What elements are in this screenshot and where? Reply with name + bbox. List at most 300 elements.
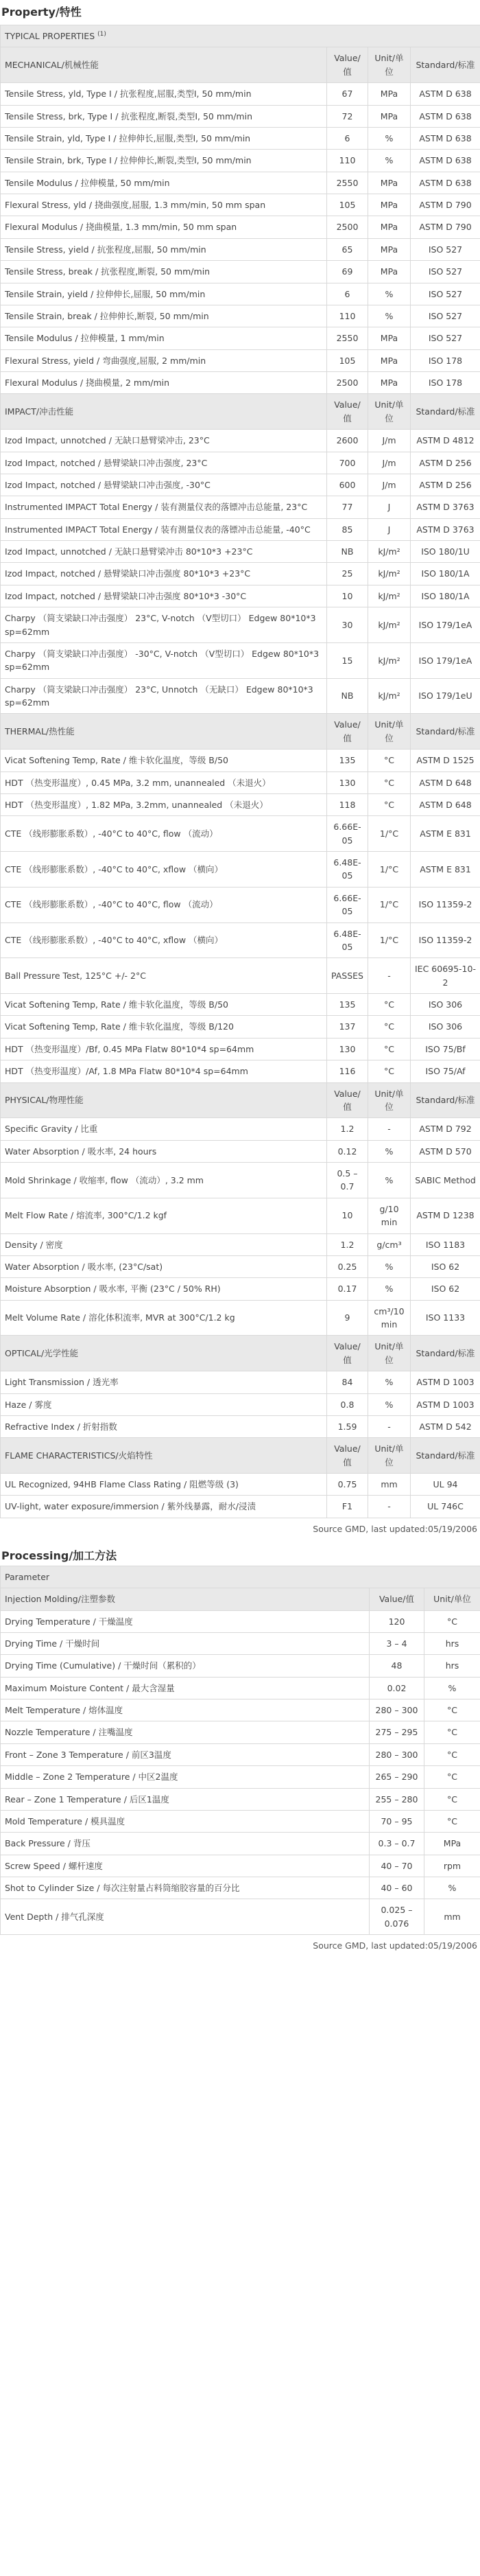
- value-header: Value/值: [370, 1588, 424, 1610]
- property-unit: -: [368, 1415, 411, 1437]
- property-unit: g/10 min: [368, 1198, 411, 1233]
- property-row: [1, 678, 480, 714]
- processing-unit: °C: [424, 1699, 480, 1721]
- property-row: [1, 923, 480, 958]
- property-name: HDT （热变形温度）/Af, 1.8 MPa Flatw 80*10*4 sp=64mm: [1, 1060, 327, 1082]
- property-value: 130: [327, 771, 368, 793]
- property-unit: 1/°C: [368, 887, 411, 923]
- property-value: PASSES: [327, 958, 368, 994]
- property-value: 2550: [327, 172, 368, 194]
- property-unit: kJ/m²: [368, 642, 411, 678]
- property-name: Haze / 雾度: [1, 1393, 327, 1415]
- property-name: Tensile Stress, break / 抗张程度,断裂, 50 mm/min: [1, 261, 327, 283]
- property-standard: ISO 527: [411, 238, 480, 260]
- processing-value: 280 – 300: [370, 1699, 424, 1721]
- property-value: 6.48E-05: [327, 852, 368, 887]
- property-value: 30: [327, 607, 368, 643]
- property-name: Ball Pressure Test, 125°C +/- 2°C: [1, 958, 327, 994]
- property-standard: ISO 1133: [411, 1300, 480, 1336]
- unit-header: Unit/单位: [368, 1082, 411, 1118]
- property-row: [1, 349, 480, 371]
- property-standard: ASTM D 648: [411, 771, 480, 793]
- processing-param-name: Back Pressure / 背压: [1, 1833, 370, 1855]
- property-value: 77: [327, 496, 368, 518]
- property-name: Tensile Strain, yield / 拉伸伸长,屈服, 50 mm/min: [1, 283, 327, 305]
- property-name: Melt Flow Rate / 熔流率, 300°C/1.2 kgf: [1, 1198, 327, 1233]
- processing-param-name: Drying Time (Cumulative) / 干燥时间（累积的）: [1, 1655, 370, 1677]
- property-row: [1, 518, 480, 540]
- processing-unit: °C: [424, 1743, 480, 1765]
- section-title: FLAME CHARACTERISTICS/火焰特性: [1, 1438, 327, 1474]
- processing-unit: hrs: [424, 1632, 480, 1654]
- property-unit: %: [368, 150, 411, 172]
- property-standard: ASTM E 831: [411, 816, 480, 852]
- property-row: [1, 1198, 480, 1233]
- processing-param-name: Melt Temperature / 熔体温度: [1, 1699, 370, 1721]
- property-unit: MPa: [368, 83, 411, 105]
- property-value: 118: [327, 793, 368, 815]
- processing-row: [1, 1855, 480, 1877]
- property-standard: ISO 527: [411, 261, 480, 283]
- property-row: [1, 1393, 480, 1415]
- property-unit: cm³/10 min: [368, 1300, 411, 1336]
- property-row: [1, 1278, 480, 1300]
- typical-properties-label: TYPICAL PROPERTIES $^{(1)}$: [1, 25, 480, 47]
- property-name: Specific Gravity / 比重: [1, 1118, 327, 1140]
- property-standard: ISO 180/1U: [411, 541, 480, 563]
- property-row: [1, 194, 480, 216]
- property-name: HDT （热变形温度）/Bf, 0.45 MPa Flatw 80*10*4 sp=64mm: [1, 1038, 327, 1060]
- processing-row: [1, 1766, 480, 1788]
- property-unit: g/cm³: [368, 1233, 411, 1255]
- value-header: Value/值: [327, 1336, 368, 1371]
- unit-header: Unit/单位: [368, 1336, 411, 1371]
- processing-table: [0, 1566, 480, 1935]
- property-row: [1, 958, 480, 994]
- property-value: 10: [327, 585, 368, 607]
- property-standard: ASTM D 638: [411, 150, 480, 172]
- property-row: [1, 793, 480, 815]
- property-unit: J/m: [368, 474, 411, 496]
- property-value: 110: [327, 150, 368, 172]
- property-name: Flexural Modulus / 挠曲模量, 2 mm/min: [1, 372, 327, 394]
- property-standard: ASTM D 1525: [411, 750, 480, 771]
- property-standard: ASTM D 790: [411, 194, 480, 216]
- property-unit: °C: [368, 1016, 411, 1038]
- property-unit: 1/°C: [368, 852, 411, 887]
- property-value: 6.66E-05: [327, 816, 368, 852]
- property-value: 105: [327, 349, 368, 371]
- property-value: 85: [327, 518, 368, 540]
- processing-value: 70 – 95: [370, 1810, 424, 1832]
- standard-header: Standard/标准: [411, 1082, 480, 1118]
- processing-row: [1, 1632, 480, 1654]
- property-value: 6: [327, 127, 368, 149]
- standard-header: Standard/标准: [411, 1438, 480, 1474]
- processing-unit: %: [424, 1677, 480, 1699]
- section-title: THERMAL/热性能: [1, 714, 327, 750]
- section-title: MECHANICAL/机械性能: [1, 47, 327, 83]
- property-value: 6: [327, 283, 368, 305]
- processing-unit: %: [424, 1877, 480, 1899]
- property-unit: %: [368, 283, 411, 305]
- property-unit: kJ/m²: [368, 541, 411, 563]
- property-value: F1: [327, 1496, 368, 1518]
- property-unit: kJ/m²: [368, 563, 411, 585]
- property-title: Property/特性: [1, 5, 82, 19]
- property-standard: ASTM D 1003: [411, 1393, 480, 1415]
- property-value: 84: [327, 1371, 368, 1393]
- parameter-row: [1, 1566, 480, 1588]
- property-row: [1, 1233, 480, 1255]
- property-name: Tensile Modulus / 拉伸模量, 50 mm/min: [1, 172, 327, 194]
- property-row: [1, 261, 480, 283]
- property-unit: mm: [368, 1474, 411, 1496]
- property-unit: °C: [368, 750, 411, 771]
- processing-row: [1, 1810, 480, 1832]
- property-name: HDT （热变形温度）, 0.45 MPa, 3.2 mm, unannealed （未退火）: [1, 771, 327, 793]
- property-value: 130: [327, 1038, 368, 1060]
- processing-row: [1, 1699, 480, 1721]
- unit-header: Unit/单位: [368, 1438, 411, 1474]
- processing-value: 3 – 4: [370, 1632, 424, 1654]
- section-title: OPTICAL/光学性能: [1, 1336, 327, 1371]
- property-name: Vicat Softening Temp, Rate / 维卡软化温度，等级 B/50: [1, 994, 327, 1016]
- processing-row: [1, 1877, 480, 1899]
- property-standard: ASTM D 3763: [411, 496, 480, 518]
- property-row: [1, 771, 480, 793]
- property-row: [1, 474, 480, 496]
- typical-properties-row: [1, 25, 480, 47]
- processing-param-name: Maximum Moisture Content / 最大含湿量: [1, 1677, 370, 1699]
- property-row: [1, 105, 480, 127]
- property-name: Charpy （简支梁缺口冲击强度） 23°C, V-notch （V型切口） Edgew 80*10*3 sp=62mm: [1, 607, 327, 643]
- property-name: Tensile Strain, yld, Type I / 拉伸伸长,屈服,类型I, 50 mm/min: [1, 127, 327, 149]
- property-row: [1, 816, 480, 852]
- processing-title: Processing/加工方法: [1, 1549, 117, 1563]
- property-row: [1, 216, 480, 238]
- property-row: [1, 327, 480, 349]
- property-value: 2500: [327, 216, 368, 238]
- processing-value: 120: [370, 1610, 424, 1632]
- property-name: Instrumented IMPACT Total Energy / 装有测量仪表的落镖冲击总能量, -40°C: [1, 518, 327, 540]
- property-row: [1, 150, 480, 172]
- property-unit: J: [368, 518, 411, 540]
- section-header-row: [1, 1082, 480, 1118]
- property-standard: ISO 62: [411, 1255, 480, 1277]
- property-row: [1, 750, 480, 771]
- property-row: [1, 541, 480, 563]
- processing-param-name: Drying Time / 干燥时间: [1, 1632, 370, 1654]
- property-row: [1, 496, 480, 518]
- processing-value: 265 – 290: [370, 1766, 424, 1788]
- property-value: 0.12: [327, 1140, 368, 1162]
- property-row: [1, 887, 480, 923]
- property-name: Izod Impact, notched / 悬臂梁缺口冲击强度 80*10*3 -30°C: [1, 585, 327, 607]
- processing-row: [1, 1721, 480, 1743]
- property-name: Tensile Strain, break / 拉伸伸长,断裂, 50 mm/min: [1, 305, 327, 327]
- property-value: 0.75: [327, 1474, 368, 1496]
- property-name: Water Absorption / 吸水率, 24 hours: [1, 1140, 327, 1162]
- property-standard: ISO 11359-2: [411, 923, 480, 958]
- property-row: [1, 607, 480, 643]
- processing-param-name: Shot to Cylinder Size / 每次注射量占料筒缩胶容量的百分比: [1, 1877, 370, 1899]
- property-standard: IEC 60695-10-2: [411, 958, 480, 994]
- processing-row: [1, 1610, 480, 1632]
- property-standard: ASTM D 4812: [411, 430, 480, 452]
- property-standard: ASTM D 3763: [411, 518, 480, 540]
- property-value: 0.17: [327, 1278, 368, 1300]
- processing-unit: °C: [424, 1721, 480, 1743]
- value-header: Value/值: [327, 1082, 368, 1118]
- property-unit: J: [368, 496, 411, 518]
- property-name: Izod Impact, notched / 悬臂梁缺口冲击强度, -30°C: [1, 474, 327, 496]
- property-unit: %: [368, 1255, 411, 1277]
- property-name: Izod Impact, unnotched / 无缺口悬臂梁冲击 80*10*3 +23°C: [1, 541, 327, 563]
- processing-unit: °C: [424, 1788, 480, 1810]
- parameter-label: Parameter: [1, 1566, 480, 1588]
- property-unit: °C: [368, 771, 411, 793]
- property-standard: ISO 306: [411, 1016, 480, 1038]
- standard-header: Standard/标准: [411, 714, 480, 750]
- property-value: 2500: [327, 372, 368, 394]
- property-unit: °C: [368, 994, 411, 1016]
- processing-header-row: [1, 1588, 480, 1610]
- processing-value: 48: [370, 1655, 424, 1677]
- property-name: UL Recognized, 94HB Flame Class Rating / 阻燃等级 (3): [1, 1474, 327, 1496]
- processing-row: [1, 1788, 480, 1810]
- processing-unit: °C: [424, 1810, 480, 1832]
- property-row: [1, 127, 480, 149]
- property-standard: ISO 75/Af: [411, 1060, 480, 1082]
- unit-header: Unit/单位: [368, 394, 411, 430]
- property-standard: ISO 11359-2: [411, 887, 480, 923]
- property-standard: ASTM D 792: [411, 1118, 480, 1140]
- property-unit: MPa: [368, 372, 411, 394]
- processing-unit: mm: [424, 1899, 480, 1935]
- property-unit: MPa: [368, 349, 411, 371]
- property-standard: ASTM D 542: [411, 1415, 480, 1437]
- property-unit: MPa: [368, 194, 411, 216]
- property-row: [1, 1496, 480, 1518]
- property-standard: ASTM D 638: [411, 127, 480, 149]
- processing-param-name: Front – Zone 3 Temperature / 前区3温度: [1, 1743, 370, 1765]
- property-unit: %: [368, 1371, 411, 1393]
- processing-value: 280 – 300: [370, 1743, 424, 1765]
- property-value: 700: [327, 452, 368, 474]
- property-standard: ISO 178: [411, 349, 480, 371]
- value-header: Value/值: [327, 394, 368, 430]
- property-standard: ASTM D 790: [411, 216, 480, 238]
- property-standard: ASTM D 638: [411, 172, 480, 194]
- property-value: 0.25: [327, 1255, 368, 1277]
- property-standard: ASTM D 570: [411, 1140, 480, 1162]
- processing-param-name: Rear – Zone 1 Temperature / 后区1温度: [1, 1788, 370, 1810]
- value-header: Value/值: [327, 47, 368, 83]
- processing-value: 0.025 – 0.076: [370, 1899, 424, 1935]
- property-unit: %: [368, 305, 411, 327]
- unit-header: Unit/单位: [368, 714, 411, 750]
- property-value: 2550: [327, 327, 368, 349]
- property-row: [1, 1060, 480, 1082]
- section-title: PHYSICAL/物理性能: [1, 1082, 327, 1118]
- property-name: Melt Volume Rate / 溶化体积流率, MVR at 300°C/1.2 kg: [1, 1300, 327, 1336]
- section-header-row: [1, 1438, 480, 1474]
- property-standard: ASTM D 256: [411, 474, 480, 496]
- property-name: Charpy （简支梁缺口冲击强度） 23°C, Unnotch （无缺口） Edgew 80*10*3 sp=62mm: [1, 678, 327, 714]
- property-standard: ASTM D 638: [411, 105, 480, 127]
- injection-molding-label: Injection Molding/注塑参数: [1, 1588, 370, 1610]
- processing-value: 255 – 280: [370, 1788, 424, 1810]
- property-standard: ISO 75/Bf: [411, 1038, 480, 1060]
- property-row: [1, 1163, 480, 1198]
- value-header: Value/值: [327, 1438, 368, 1474]
- processing-row: [1, 1743, 480, 1765]
- property-unit: °C: [368, 1060, 411, 1082]
- property-value: 105: [327, 194, 368, 216]
- processing-param-name: Middle – Zone 2 Temperature / 中区2温度: [1, 1766, 370, 1788]
- property-name: Light Transmission / 透光率: [1, 1371, 327, 1393]
- property-row: [1, 238, 480, 260]
- property-row: [1, 1118, 480, 1140]
- property-value: 137: [327, 1016, 368, 1038]
- property-value: 6.48E-05: [327, 923, 368, 958]
- property-name: Tensile Stress, yield / 抗张程度,屈服, 50 mm/min: [1, 238, 327, 260]
- property-unit: %: [368, 1393, 411, 1415]
- property-name: Tensile Stress, yld, Type I / 抗张程度,屈服,类型I, 50 mm/min: [1, 83, 327, 105]
- property-standard: ASTM D 256: [411, 452, 480, 474]
- property-row: [1, 430, 480, 452]
- property-unit: J/m: [368, 430, 411, 452]
- property-name: Vicat Softening Temp, Rate / 维卡软化温度，等级 B/120: [1, 1016, 327, 1038]
- property-value: 116: [327, 1060, 368, 1082]
- property-row: [1, 1371, 480, 1393]
- source-note: Source GMD, last updated:05/19/2006: [313, 1523, 477, 1534]
- processing-row: [1, 1833, 480, 1855]
- property-row: [1, 1016, 480, 1038]
- property-unit: kJ/m²: [368, 607, 411, 643]
- processing-unit: °C: [424, 1766, 480, 1788]
- section-header-row: [1, 394, 480, 430]
- property-standard: ASTM D 648: [411, 793, 480, 815]
- property-row: [1, 1140, 480, 1162]
- property-table: [0, 25, 480, 1518]
- property-unit: MPa: [368, 172, 411, 194]
- property-value: 9: [327, 1300, 368, 1336]
- processing-value: 0.3 – 0.7: [370, 1833, 424, 1855]
- property-name: Flexural Modulus / 挠曲模量, 1.3 mm/min, 50 mm span: [1, 216, 327, 238]
- processing-value: 275 – 295: [370, 1721, 424, 1743]
- property-value: 15: [327, 642, 368, 678]
- property-standard: ASTM D 638: [411, 83, 480, 105]
- property-row: [1, 852, 480, 887]
- property-value: NB: [327, 678, 368, 714]
- property-value: 135: [327, 750, 368, 771]
- property-name: Mold Shrinkage / 收缩率, flow （流动）, 3.2 mm: [1, 1163, 327, 1198]
- property-standard: ISO 62: [411, 1278, 480, 1300]
- property-value: 6.66E-05: [327, 887, 368, 923]
- property-name: CTE （线形膨胀系数）, -40°C to 40°C, flow （流动）: [1, 816, 327, 852]
- property-name: Izod Impact, notched / 悬臂梁缺口冲击强度 80*10*3 +23°C: [1, 563, 327, 585]
- property-name: Moisture Absorption / 吸水率, 平衡 (23°C / 50% RH): [1, 1278, 327, 1300]
- processing-param-name: Drying Temperature / 干燥温度: [1, 1610, 370, 1632]
- processing-row: [1, 1677, 480, 1699]
- property-standard: ISO 180/1A: [411, 563, 480, 585]
- processing-value: 40 – 60: [370, 1877, 424, 1899]
- property-unit: %: [368, 127, 411, 149]
- property-unit: %: [368, 1278, 411, 1300]
- processing-param-name: Nozzle Temperature / 注嘴温度: [1, 1721, 370, 1743]
- property-standard: ISO 179/1eU: [411, 678, 480, 714]
- unit-header: Unit/单位: [424, 1588, 480, 1610]
- property-unit: kJ/m²: [368, 678, 411, 714]
- property-row: [1, 1474, 480, 1496]
- value-header: Value/值: [327, 714, 368, 750]
- property-standard: ISO 527: [411, 327, 480, 349]
- property-unit: °C: [368, 1038, 411, 1060]
- property-name: CTE （线形膨胀系数）, -40°C to 40°C, flow （流动）: [1, 887, 327, 923]
- property-unit: %: [368, 1140, 411, 1162]
- processing-unit: MPa: [424, 1833, 480, 1855]
- property-name: UV-light, water exposure/immersion / 紫外线暴露，耐水/浸渍: [1, 1496, 327, 1518]
- processing-value: 0.02: [370, 1677, 424, 1699]
- property-name: Refractive Index / 折射指数: [1, 1415, 327, 1437]
- processing-unit: °C: [424, 1610, 480, 1632]
- property-unit: J/m: [368, 452, 411, 474]
- property-row: [1, 83, 480, 105]
- section-header-row: [1, 1336, 480, 1371]
- property-standard: ISO 179/1eA: [411, 642, 480, 678]
- property-unit: 1/°C: [368, 923, 411, 958]
- property-unit: kJ/m²: [368, 585, 411, 607]
- property-row: [1, 585, 480, 607]
- property-value: 1.59: [327, 1415, 368, 1437]
- section-header-row: [1, 47, 480, 83]
- property-unit: MPa: [368, 238, 411, 260]
- unit-header: Unit/单位: [368, 47, 411, 83]
- property-row: [1, 172, 480, 194]
- property-standard: UL 746C: [411, 1496, 480, 1518]
- property-row: [1, 642, 480, 678]
- property-name: CTE （线形膨胀系数）, -40°C to 40°C, xflow （横向）: [1, 923, 327, 958]
- property-name: Izod Impact, notched / 悬臂梁缺口冲击强度, 23°C: [1, 452, 327, 474]
- property-name: Flexural Stress, yld / 挠曲强度,屈服, 1.3 mm/min, 50 mm span: [1, 194, 327, 216]
- property-value: 110: [327, 305, 368, 327]
- property-standard: SABIC Method: [411, 1163, 480, 1198]
- property-standard: ISO 1183: [411, 1233, 480, 1255]
- property-row: [1, 452, 480, 474]
- property-value: 600: [327, 474, 368, 496]
- property-standard: ISO 527: [411, 305, 480, 327]
- property-unit: -: [368, 1496, 411, 1518]
- property-value: 10: [327, 1198, 368, 1233]
- standard-header: Standard/标准: [411, 394, 480, 430]
- property-name: Flexural Stress, yield / 弯曲强度,屈服, 2 mm/min: [1, 349, 327, 371]
- section-header-row: [1, 714, 480, 750]
- property-name: CTE （线形膨胀系数）, -40°C to 40°C, xflow （横向）: [1, 852, 327, 887]
- property-standard: ASTM E 831: [411, 852, 480, 887]
- property-unit: %: [368, 1163, 411, 1198]
- property-name: Tensile Modulus / 拉伸模量, 1 mm/min: [1, 327, 327, 349]
- property-value: 67: [327, 83, 368, 105]
- property-standard: ASTM D 1238: [411, 1198, 480, 1233]
- property-standard: ISO 179/1eA: [411, 607, 480, 643]
- processing-param-name: Screw Speed / 螺杆速度: [1, 1855, 370, 1877]
- property-value: 135: [327, 994, 368, 1016]
- property-value: 69: [327, 261, 368, 283]
- property-standard: ISO 180/1A: [411, 585, 480, 607]
- property-row: [1, 372, 480, 394]
